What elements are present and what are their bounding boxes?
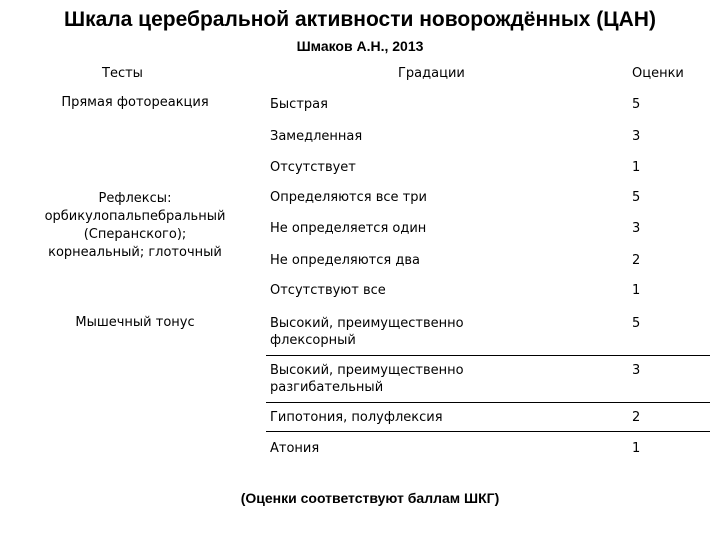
score-cell: 1 [632, 441, 641, 456]
header-tests: Тесты [102, 66, 143, 81]
test-name-line: Рефлексы: [98, 191, 172, 206]
gradation-cell: Не определяется один [270, 221, 427, 236]
gradation-line: флексорный [270, 333, 356, 348]
scale-table [10, 60, 710, 456]
score-cell: 3 [632, 363, 641, 378]
score-cell: 5 [632, 97, 641, 112]
table-row [266, 362, 710, 403]
gradation-cell: Отсутствует [270, 160, 356, 175]
page-title: Шкала церебральной активности новорождённых (ЦАН) [64, 8, 656, 31]
test-name-line: (Сперанского); [83, 227, 187, 242]
gradation-cell: Атония [270, 441, 320, 456]
gradation-cell: Замедленная [270, 129, 363, 144]
score-cell: 2 [632, 253, 641, 268]
gradation-cell: Отсутствуют все [270, 283, 386, 298]
header-scores: Оценки [632, 66, 684, 81]
score-cell: 5 [632, 190, 641, 205]
score-cell: 1 [632, 160, 641, 175]
gradation-cell [270, 315, 540, 349]
test-name-photoreaction: Прямая фотореакция [61, 95, 209, 110]
gradation-cell: Быстрая [270, 97, 328, 112]
table-row [266, 315, 710, 356]
footnote: (Оценки соответствуют баллам ШКГ) [240, 490, 500, 506]
gradation-cell [270, 362, 540, 396]
score-cell: 1 [632, 283, 641, 298]
test-name-muscle-tone: Мышечный тонус [75, 315, 195, 330]
score-cell: 3 [632, 221, 641, 236]
gradation-line: Высокий, преимущественно [270, 316, 464, 331]
score-cell: 3 [632, 129, 641, 144]
header-gradations: Градации [398, 66, 465, 81]
gradation-cell: Определяются все три [270, 190, 427, 205]
table-row [266, 409, 710, 432]
score-cell: 2 [632, 410, 641, 425]
test-name-line: орбикулопальпебральный [44, 209, 226, 224]
gradation-cell: Гипотония, полуфлексия [270, 410, 443, 425]
gradation-line: разгибательный [270, 380, 384, 395]
test-name-reflexes [10, 190, 260, 262]
gradation-line: Высокий, преимущественно [270, 363, 464, 378]
gradation-cell: Не определяются два [270, 253, 420, 268]
table-header [10, 60, 710, 90]
test-name-line: корнеальный; глоточный [48, 245, 222, 260]
score-cell: 5 [632, 316, 641, 331]
author-subtitle: Шмаков А.Н., 2013 [296, 38, 424, 54]
